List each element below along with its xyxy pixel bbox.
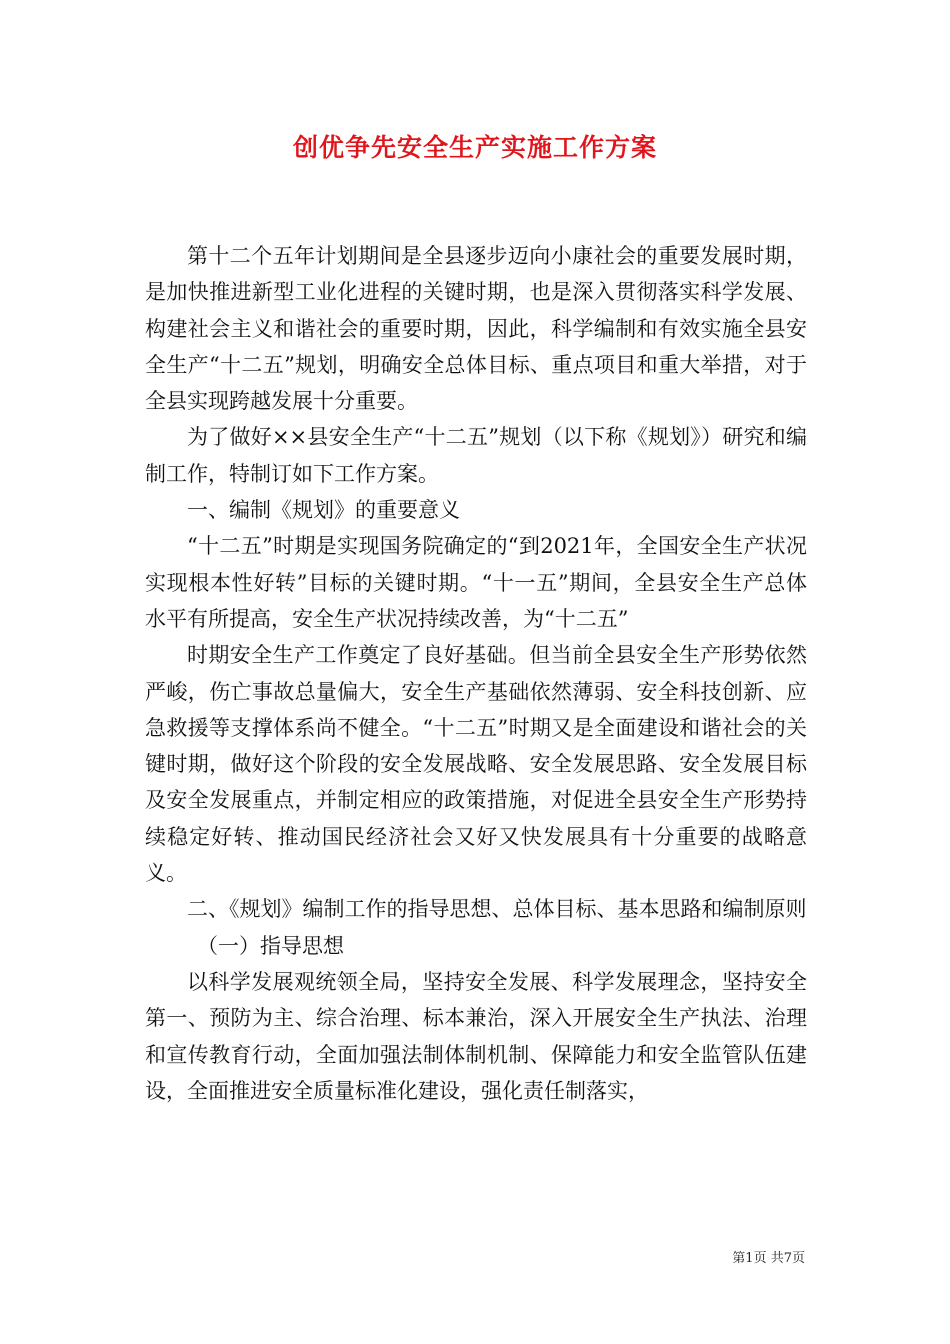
footer-suffix: 页	[791, 1251, 805, 1266]
footer-prefix: 第	[732, 1251, 746, 1266]
paragraph-intro: 第十二个五年计划期间是全县逐步迈向小康社会的重要发展时期，是加快推进新型工业化进程的关键时期，也是深入贯彻落实科学发展、构建社会主义和谐社会的重要时期，因此，科学编制和有效实施全县安全生产“十二五”规划，明确安全总体目标、重点项目和重大举措，对于全县实现跨越发展十分重要。	[145, 244, 807, 414]
footer-total-pages: 7	[783, 1251, 792, 1266]
subsection-heading-1: （一）指导思想	[197, 933, 344, 958]
paragraph-guiding-ideology: 以科学发展观统领全局，坚持安全发展、科学发展理念，坚持安全第一、预防为主、综合治理、标本兼治，深入开展安全生产执法、治理和宣传教育行动，全面加强法制体制机制、保障能力和安全监管队伍建设，全面推进安全质量标准化建设，强化责任制落实，	[145, 969, 807, 1103]
paragraph-significance: “十二五”时期是实现国务院确定的“到2021年，全国安全生产状况实现根本性好转”目标的关键时期。“十一五”期间，全县安全生产总体水平有所提高，安全生产状况持续改善，为“十二五”	[145, 534, 807, 631]
paragraph-situation: 时期安全生产工作奠定了良好基础。但当前全县安全生产形势依然严峻，伤亡事故总量偏大，安全生产基础依然薄弱、安全科技创新、应急救援等支撑体系尚不健全。“十二五”时期又是全面建设和谐社会的关键时期，做好这个阶段的安全发展战略、安全发展思路、安全发展目标及安全发展重点，并制定相应的政策措施，对促进全县安全生产形势持续稳定好转、推动国民经济社会又好又快发展具有十分重要的战略意义。	[145, 643, 807, 886]
footer-middle: 页 共	[753, 1251, 784, 1266]
section-heading-1: 一、编制《规划》的重要意义	[187, 498, 460, 523]
page-number-footer	[732, 1247, 805, 1266]
footer-current-page: 1	[745, 1251, 754, 1266]
document-body	[145, 238, 807, 1109]
section-heading-2: 二、《规划》编制工作的指导思想、总体目标、基本思路和编制原则	[187, 897, 807, 922]
paragraph-purpose: 为了做好××县安全生产“十二五”规划（以下称《规划》）研究和编制工作，特制订如下工作方案。	[145, 425, 807, 486]
document-title: 创优争先安全生产实施工作方案	[292, 133, 657, 162]
